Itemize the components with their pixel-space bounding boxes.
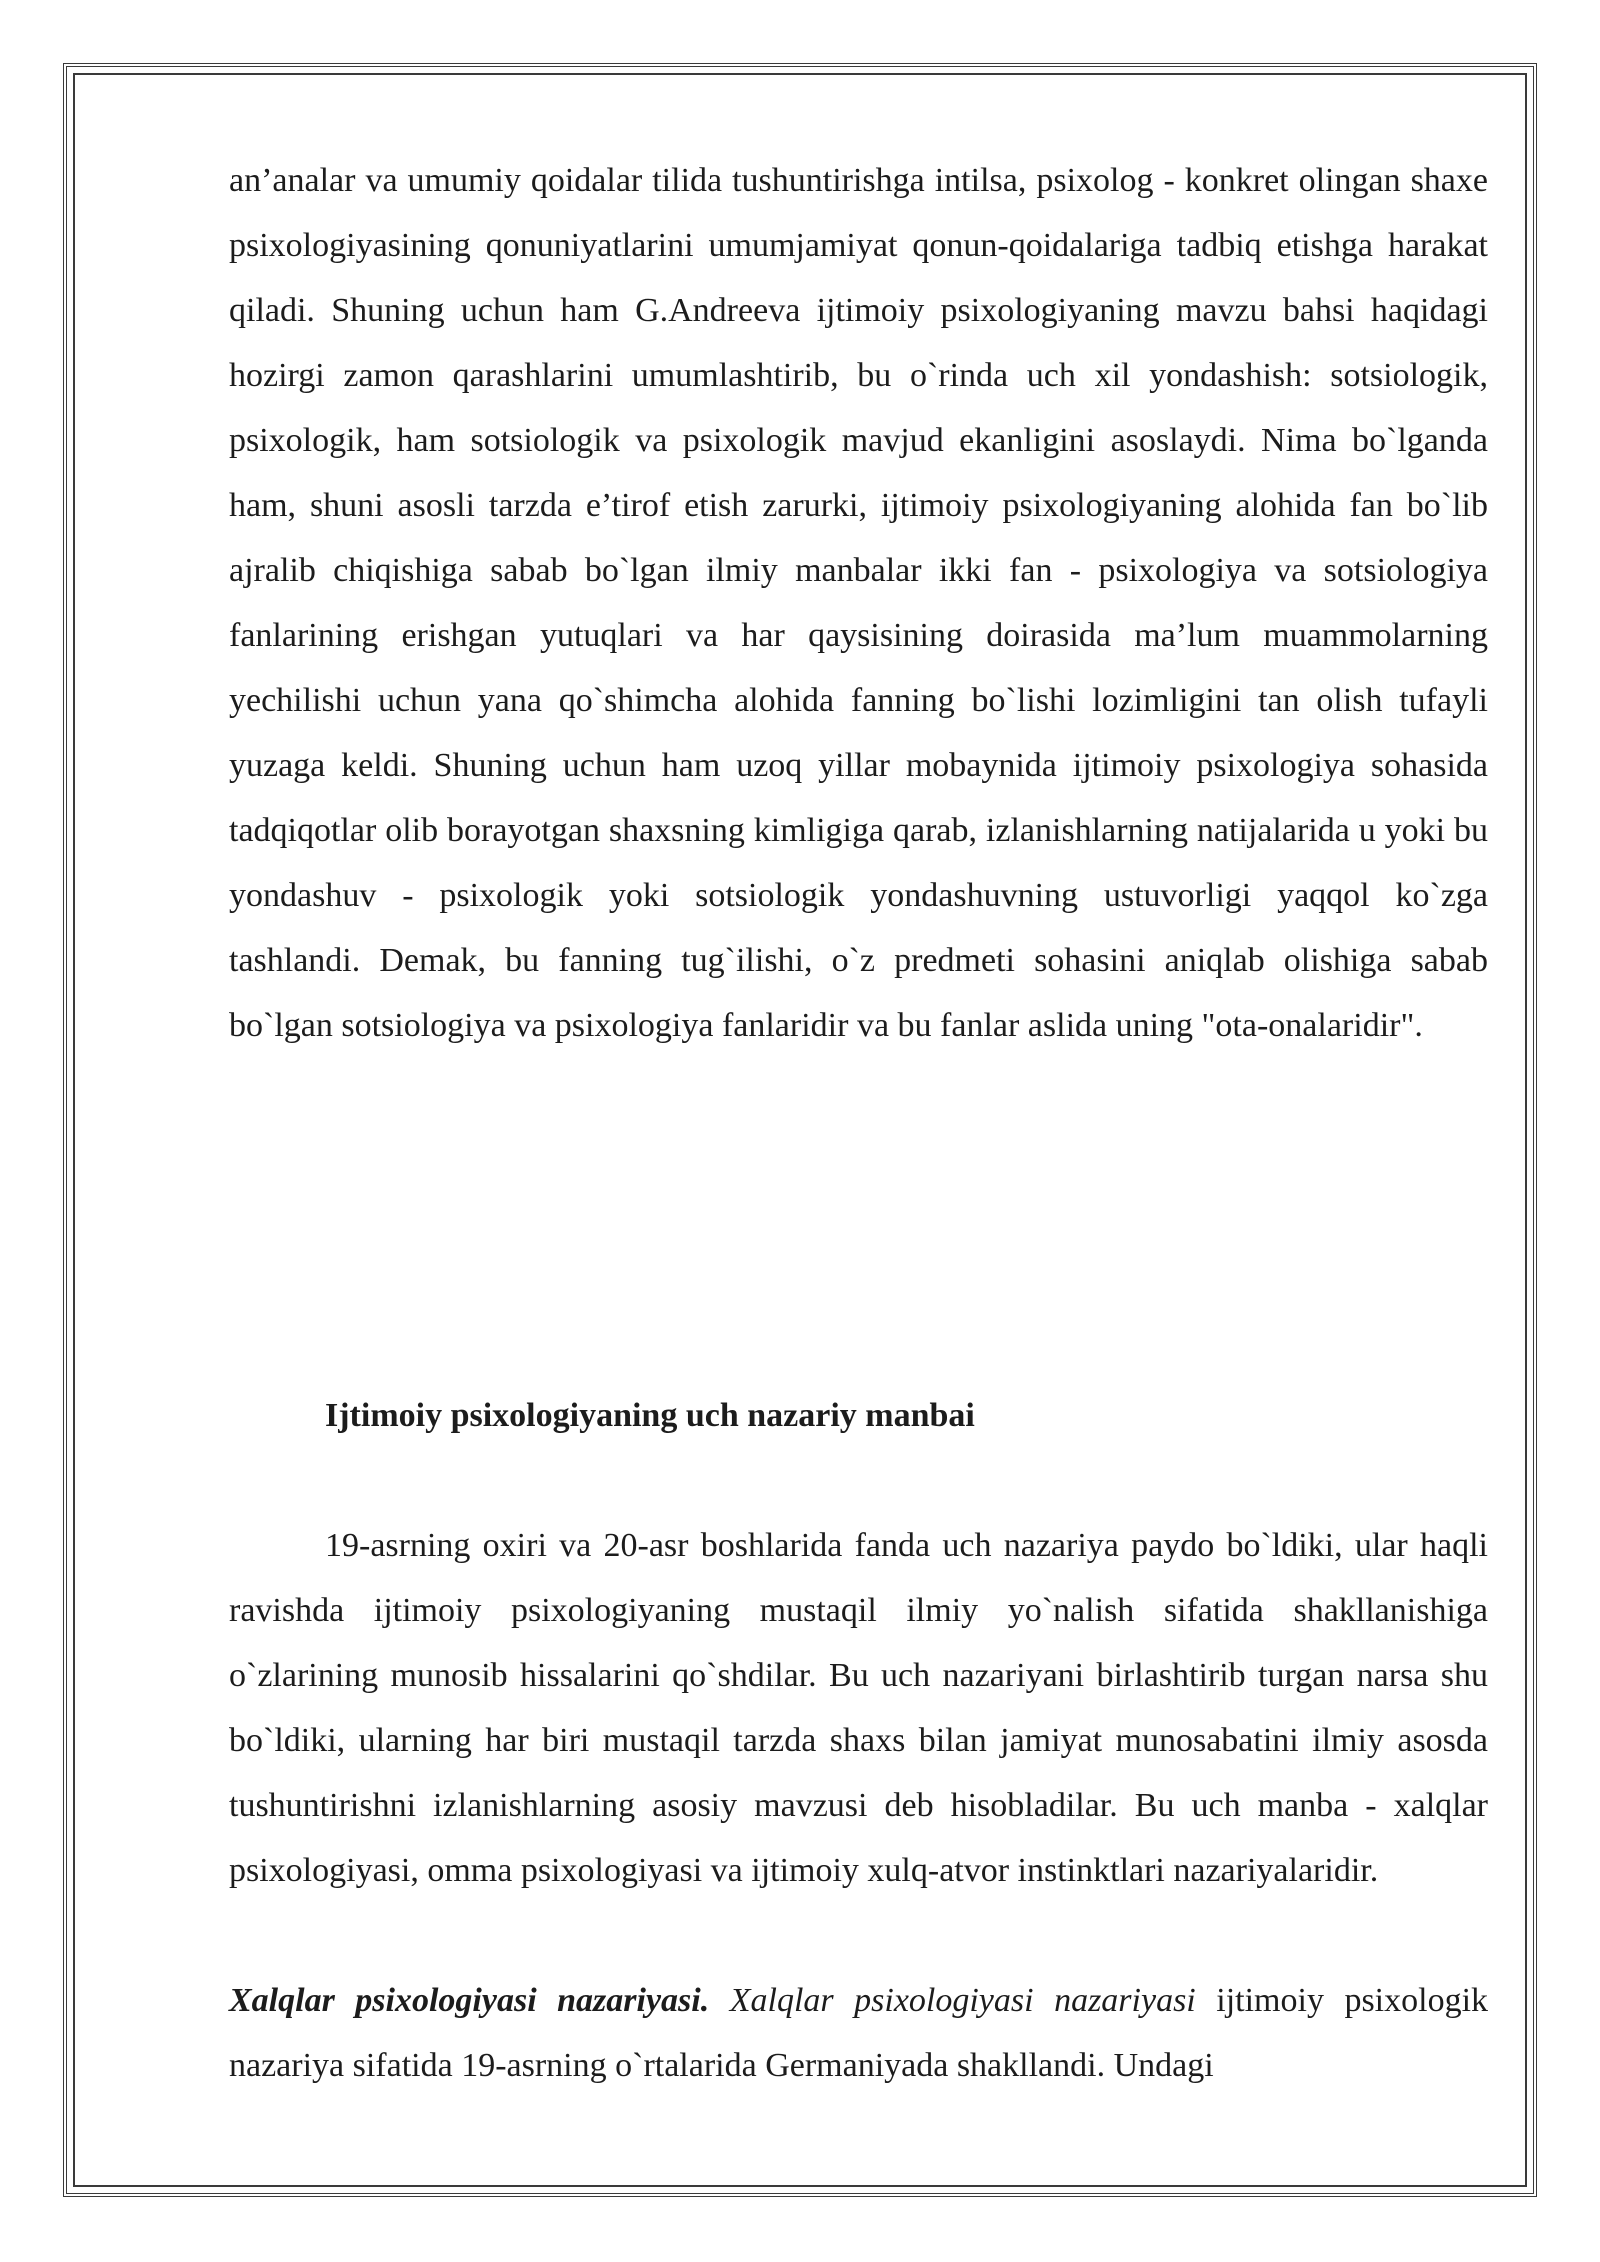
paragraph-3-title: Xalqlar psixologiyasi nazariyasi.	[229, 1982, 710, 2019]
paragraph-2: 19-asrning oxiri va 20-asr boshlarida fanda uch nazariya paydo bo`ldiki, ular haqli ravishda ijtimoiy psixologiyaning mustaqil ilmiy yo`nalish sifatida shakllanishiga o`zlarining munosib hissalarini qo`shdilar. Bu uch nazariyani birlashtirib turgan narsa shu bo`ldiki, ularning har biri mustaqil tarzda shaxs bilan jamiyat munosabatini ilmiy asosda tushuntirishni izlanishlarning asosiy mavzusi deb hisobladilar. Bu uch manba - xalqlar psixologiyasi, omma psixologiyasi va ijtimoiy xulq-atvor instinktlari nazariyalaridir.	[229, 1527, 1488, 1889]
document-body	[229, 148, 1489, 2084]
paragraph-3-rest: ijtimoiy psixologik nazariya sifatida 19-asrning o`rtalarida Germaniyada shakllandi. Undagi	[229, 1982, 1489, 2084]
paragraph-3	[229, 1968, 1488, 2098]
section-heading: Ijtimoiy psixologiyaning uch nazariy manbai	[325, 1397, 975, 1434]
paragraph-3-term: Xalqlar psixologiyasi nazariyasi	[729, 1982, 1196, 2019]
paragraph-1: an’analar va umumiy qoidalar tilida tushuntirishga intilsa, psixolog - konkret olingan shaxe psixologiyasining qonuniyatlarini umumjamiyat qonun-qoidalariga tadbiq etishga harakat qiladi. Shuning uchun ham G.Andreeva ijtimoiy psixologiyaning mavzu bahsi haqidagi hozirgi zamon qarashlarini umumlashtirib, bu o`rinda uch xil yondashish: sotsiologik, psixologik, ham sotsiologik va psixologik mavjud ekanligini asoslaydi. Nima bo`lganda ham, shuni asosli tarzda e’tirof etish zarurki, ijtimoiy psixologiyaning alohida fan bo`lib ajralib chiqishiga sabab bo`lgan ilmiy manbalar ikki fan - psixologiya va sotsiologiya fanlarining erishgan yutuqlari va har qaysisining doirasida ma’lum muammolarning yechilishi uchun yana qo`shimcha alohida fanning bo`lishi lozimligini tan olish tufayli yuzaga keldi. Shuning uchun ham uzoq yillar mobaynida ijtimoiy psixologiya sohasida tadqiqotlar olib borayotgan shaxsning kimligiga qarab, izlanishlarning natijalarida u yoki bu yondashuv - psixologik yoki sotsiologik yondashuvning ustuvorligi yaqqol ko`zga tashlandi. Demak, bu fanning tug`ilishi, o`z predmeti sohasini aniqlab olishiga sabab bo`lgan sotsiologiya va psixologiya fanlaridir va bu fanlar aslida uning "ota-onalaridir".	[229, 162, 1488, 1044]
